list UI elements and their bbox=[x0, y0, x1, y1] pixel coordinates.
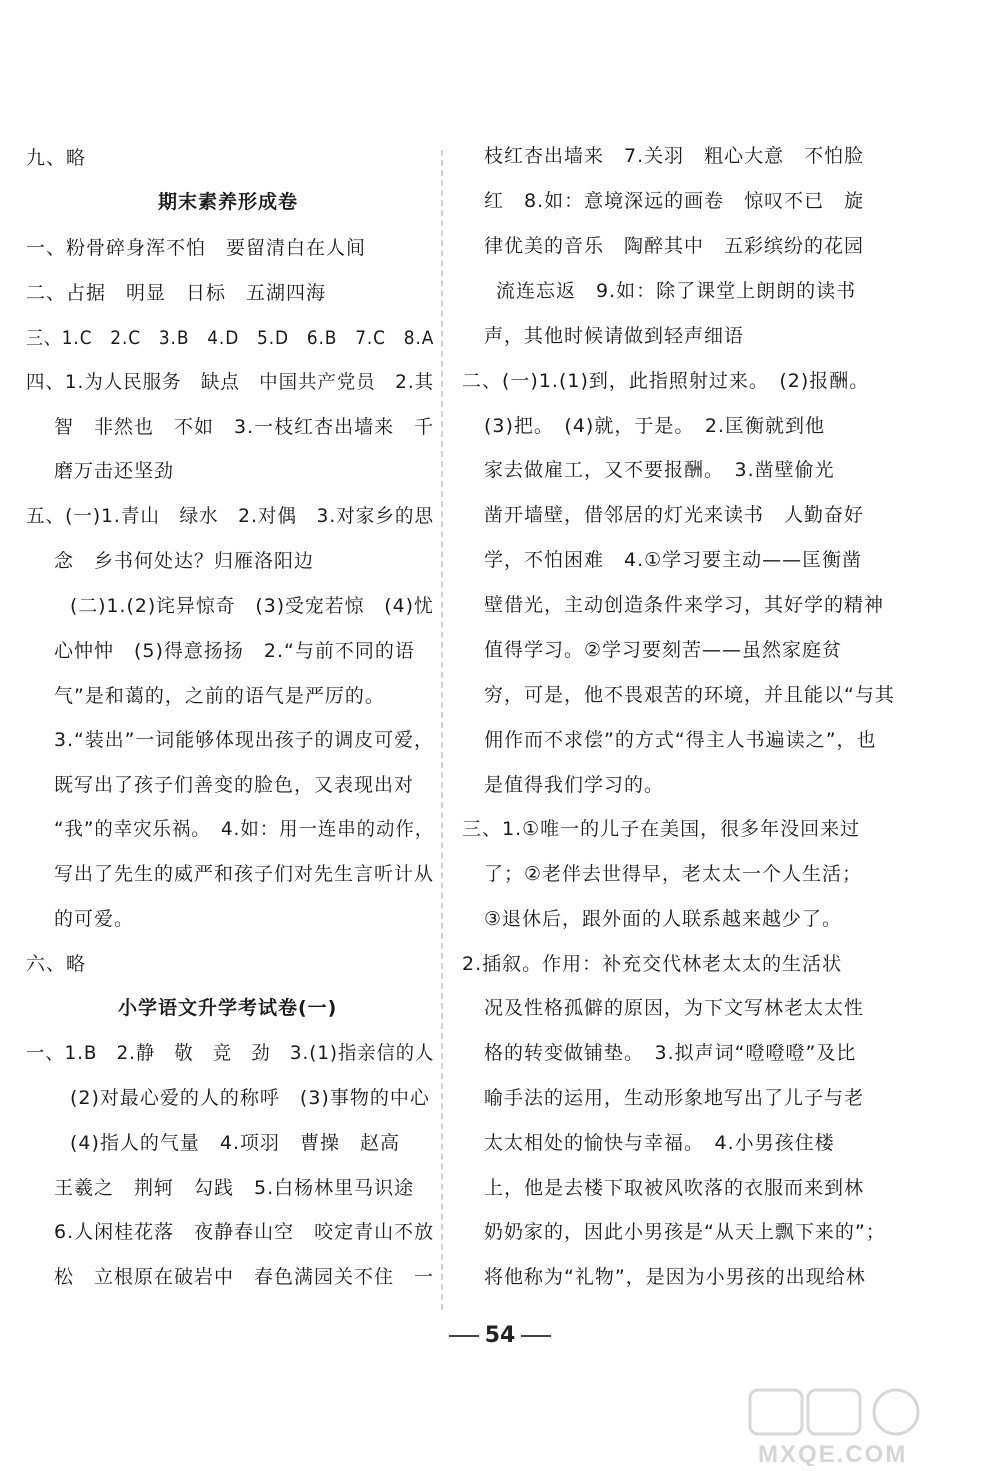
left-answer-line: 一、粉骨碎身浑不怕 要留清白在人间 bbox=[26, 237, 367, 259]
left-section-heading: 期末素养形成卷 bbox=[158, 191, 299, 213]
left-section-heading: 小学语文升学考试卷(一) bbox=[118, 997, 338, 1019]
left-answer-line: “我”的幸灾乐祸。 4.如：用一连串的动作， bbox=[54, 818, 435, 840]
left-answer-line: 气”是和蔼的，之前的语气是严厉的。 bbox=[54, 685, 385, 707]
right-answer-line: 声，其他时候请做到轻声细语 bbox=[484, 325, 745, 347]
right-answer-line: 家去做雇工，又不要报酬。 3.凿壁偷光 bbox=[484, 459, 835, 481]
right-answer-line: 了；②老伴去世得早，老太太一个人生活； bbox=[484, 863, 863, 885]
left-answer-line: 松 立根原在破岩中 春色满园关不住 一 bbox=[54, 1266, 435, 1288]
column-divider bbox=[441, 150, 443, 1310]
right-answer-line: 律优美的音乐 陶醉其中 五彩缤纷的花园 bbox=[484, 235, 865, 257]
left-answer-line: 六、略 bbox=[26, 953, 87, 975]
left-answer-line: 3.“装出”一词能够体现出孩子的调皮可爱， bbox=[54, 729, 434, 751]
right-answer-line: 凿开墙壁，借邻居的灯光来读书 人勤奋好 bbox=[484, 504, 865, 526]
right-answer-line: 格的转变做铺垫。 3.拟声词“噔噔噔”及比 bbox=[484, 1042, 857, 1064]
right-answer-line: 穷，可是，他不畏艰苦的环境，并且能以“与其 bbox=[484, 684, 895, 706]
left-answer-line: 6.人闲桂花落 夜静春山空 咬定青山不放 bbox=[54, 1221, 435, 1243]
watermark-logo bbox=[748, 1386, 978, 1466]
right-answer-line: 将他称为“礼物”，是因为小男孩的出现给林 bbox=[484, 1266, 866, 1288]
right-answer-line: 况及性格孤僻的原因，为下文写林老太太性 bbox=[484, 997, 865, 1019]
left-answer-line: 念 乡书何处达？归雁洛阳边 bbox=[54, 550, 315, 572]
right-answer-line: 红 8.如：意境深远的画卷 惊叹不已 旋 bbox=[484, 190, 865, 212]
right-answer-line: (3)把。 (4)就，于是。 2.匡衡就到他 bbox=[484, 415, 825, 437]
right-answer-line: 上，他是去楼下取被风吹落的衣服而来到林 bbox=[484, 1177, 865, 1199]
right-answer-line: 学，不怕困难 4.①学习要主动——匡衡凿 bbox=[484, 549, 863, 571]
right-answer-line: 是值得我们学习的。 bbox=[484, 774, 665, 796]
page-number-dash-left bbox=[449, 1335, 479, 1337]
right-answer-line: 壁借光，主动创造条件来学习，其好学的精神 bbox=[484, 594, 885, 616]
left-answer-line: 智 非然也 不如 3.一枝红杏出墙来 千 bbox=[54, 416, 435, 438]
left-answer-line: (二)1.(2)诧异惊奇 (3)受宠若惊 (4)忧 bbox=[70, 595, 434, 617]
page-number bbox=[0, 1318, 1000, 1354]
right-answer-line: 枝红杏出墙来 7.关羽 粗心大意 不怕脸 bbox=[484, 145, 865, 167]
svg-text:MXQE.COM: MXQE.COM bbox=[758, 1441, 908, 1466]
right-answer-line: 三、1.①唯一的儿子在美国，很多年没回来过 bbox=[462, 818, 861, 840]
right-answer-line: 奶奶家的，因此小男孩是“从天上飘下来的”； bbox=[484, 1221, 886, 1243]
right-answer-line: 2.插叙。作用：补充交代林老太太的生活状 bbox=[462, 953, 843, 975]
left-answer-line: 王羲之 荆轲 勾践 5.白杨林里马识途 bbox=[54, 1177, 415, 1199]
left-answer-line: 四、1.为人民服务 缺点 中国共产党员 2.其 bbox=[26, 371, 435, 393]
left-answer-line: (4)指人的气量 4.项羽 曹操 赵高 bbox=[70, 1132, 401, 1154]
page-number-dash-right bbox=[521, 1335, 551, 1337]
left-answer-line: 写出了先生的威严和孩子们对先生言听计从 bbox=[54, 863, 435, 885]
left-answer-line: 心忡忡 (5)得意扬扬 2.“与前不同的语 bbox=[54, 640, 415, 662]
page-number-value: 54 bbox=[484, 1323, 516, 1348]
left-answer-line: 九、略 bbox=[26, 147, 87, 169]
left-answer-line: 磨万击还坚劲 bbox=[54, 460, 175, 482]
right-answer-line: 佣作而不求偿”的方式“得主人书遍读之”，也 bbox=[484, 729, 877, 751]
left-answer-line: 三、1.C 2.C 3.B 4.D 5.D 6.B 7.C 8.A bbox=[26, 327, 435, 349]
right-answer-line: ③退休后，跟外面的人联系越来越少了。 bbox=[484, 908, 843, 930]
left-answer-line: (2)对最心爱的人的称呼 (3)事物的中心 bbox=[70, 1087, 430, 1109]
right-answer-line: 太太相处的愉快与幸福。 4.小男孩住楼 bbox=[484, 1132, 835, 1154]
left-answer-line: 一、1.B 2.静 敬 竞 劲 3.(1)指亲信的人 bbox=[26, 1042, 435, 1064]
right-answer-line: 流连忘返 9.如：除了课堂上朗朗的读书 bbox=[496, 280, 857, 302]
left-answer-line: 五、(一)1.青山 绿水 2.对偶 3.对家乡的思 bbox=[26, 505, 435, 527]
left-answer-line: 二、占据 明显 日标 五湖四海 bbox=[26, 282, 327, 304]
right-answer-line: 值得学习。②学习要刻苦——虽然家庭贫 bbox=[484, 639, 843, 661]
right-answer-line: 喻手法的运用，生动形象地写出了儿子与老 bbox=[484, 1087, 865, 1109]
left-answer-line: 既写出了孩子们善变的脸色，又表现出对 bbox=[54, 774, 415, 796]
right-answer-line: 二、(一)1.(1)到，此指照射过来。 (2)报酬。 bbox=[462, 370, 870, 392]
left-answer-line: 的可爱。 bbox=[54, 908, 135, 930]
